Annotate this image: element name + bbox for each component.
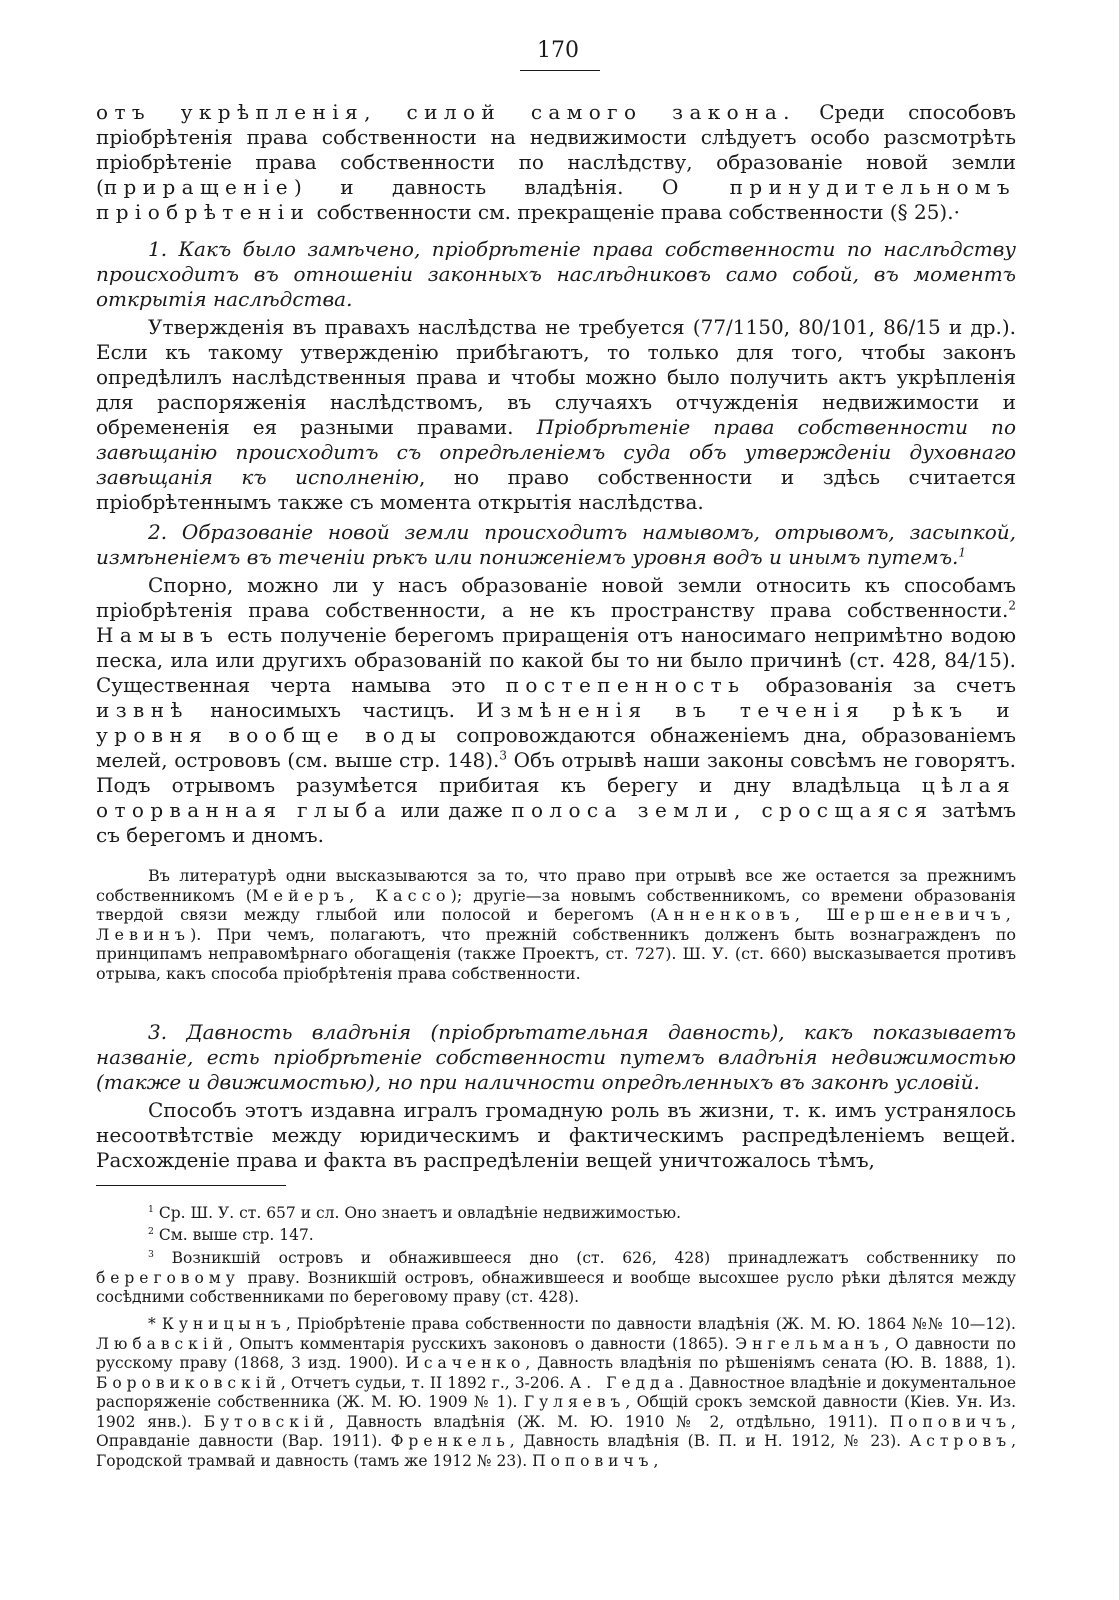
text-run: наносимыхъ частицъ. bbox=[188, 698, 477, 722]
author-name: Куницынъ bbox=[161, 1315, 286, 1333]
author-name: Бутовскій bbox=[203, 1412, 330, 1431]
spaced-term: постепенность bbox=[505, 673, 746, 697]
spaced-term: О принудительномъ пріобрѣтеніи bbox=[96, 175, 1016, 224]
text-run: , Давность владѣнія (Ж. М. Ю. 1910 № 2, отдѣльно, 1911). bbox=[329, 1412, 890, 1431]
author-name: Гуляевъ bbox=[523, 1393, 626, 1411]
spaced-phrase: отъ укрѣпленія, силой самого закона. bbox=[96, 100, 796, 124]
reference-fraction: 80/101 bbox=[798, 315, 869, 339]
spaced-names: Мейеръ, Кассо bbox=[252, 885, 451, 905]
text-run: сопровождаются обнаженіемъ дна, образованіемъ мелей, острововъ (см. выше стр. 148). bbox=[96, 723, 1016, 772]
text-run: См. выше стр. 147. bbox=[153, 1226, 314, 1244]
text-run: , Давность владѣнія по рѣшеніямъ сената (Ю. В. 1888, 1). bbox=[525, 1354, 1016, 1372]
page-number-underline bbox=[520, 70, 600, 71]
text-run: ); другіе—за новымъ собственникомъ, со времени образованія твердой связи между глыбой или полосой и берегомъ ( bbox=[96, 885, 1016, 924]
reference-fraction: 77/1150 bbox=[700, 315, 784, 339]
footnote-ref-1: 1 bbox=[958, 545, 967, 560]
paragraph-new-land bbox=[96, 573, 1016, 848]
spaced-term: приращеніе bbox=[103, 175, 294, 199]
spaced-term: береговому bbox=[96, 1268, 240, 1287]
text-run: ) и давность владѣнія. bbox=[294, 175, 662, 199]
text-run: , Пріобрѣтеніе права собственности по давности владѣнія (Ж. М. Ю. 1864 №№ 10—12). bbox=[285, 1315, 1016, 1333]
text-run: и др.). Если къ такому утвержденію прибѣгаютъ, то только для того, чтобы законъ опредѣлилъ наслѣдственныя права и чтобы можно было получить актъ укрѣпленія для распоряженія наслѣдствомъ, въ случаяхъ отчужденія недвижимости и обремененія ея разными правами. bbox=[96, 315, 1017, 439]
page-number: 170 bbox=[537, 38, 579, 63]
text-run: . Давностное владѣніе и документальное распоряженіе собственника (Ж. М. Ю. 1909 № 1). bbox=[96, 1373, 1016, 1411]
author-name: Астровъ bbox=[909, 1432, 1012, 1450]
footnote-ref-3: 3 bbox=[499, 748, 508, 763]
spaced-names: Анненковъ, Шершеневичъ, Левинъ bbox=[96, 905, 1016, 944]
text-run: Возникшій островъ и обнажившееся дно (ст. 626, 428) принадлежатъ собственнику по bbox=[153, 1249, 1016, 1267]
spaced-term: Намывъ bbox=[96, 623, 220, 647]
text-run: Объ отрывѣ наши законы совсѣмъ не говорятъ. Подъ отрывомъ разумѣется прибитая къ берегу и дну владѣльца bbox=[96, 748, 1016, 797]
footnote-3 bbox=[96, 1249, 1016, 1308]
reference-fraction: 84/15 bbox=[944, 648, 1002, 672]
text-run: * bbox=[148, 1315, 162, 1333]
author-name: Поповичъ bbox=[532, 1451, 654, 1470]
text-run: есть полученіе берегомъ приращенія отъ наносимаго непримѣтно водою песка, ила или другихъ образованій по какой бы то ни было причинѣ (ст. 428, bbox=[96, 623, 1016, 672]
section-1-heading: 1. Какъ было замѣчено, пріобрѣтеніе права собственности по наслѣдству происходитъ въ отношеніи законныхъ наслѣдниковъ само собой, въ моментъ открытія наслѣдства. bbox=[96, 237, 1016, 311]
author-name: Исаченко bbox=[405, 1354, 526, 1372]
text-run: , Общій срокъ земской давности (Кіев. Ун. Из. 1902 янв.). bbox=[96, 1393, 1017, 1431]
text-run: , Городской трамвай и давность (тамъ же 1912 № 23). bbox=[96, 1432, 1016, 1470]
text-run: или даже bbox=[392, 798, 512, 822]
text-run: ). Существенная черта намыва это bbox=[96, 648, 1016, 697]
footnote-ref-2: 2 bbox=[1008, 598, 1016, 613]
author-name: А. Гедда bbox=[569, 1373, 679, 1392]
author-name: Боровиковскій bbox=[96, 1373, 281, 1392]
paragraph-prescription: Способъ этотъ издавна игралъ громадную роль въ жизни, т. к. имъ устранялось несоотвѣтствіе между юридическимъ и фактическимъ распредѣленіемъ вещей. Расхожденіе права и факта въ распредѣленіи вещей уничтожалось тѣмъ, bbox=[96, 1098, 1016, 1172]
author-name: Энгельманъ bbox=[735, 1334, 885, 1353]
section-3-heading: 3. Давность владѣнія (пріобрѣтательная давность), какъ показываетъ названіе, есть пріобрѣтеніе собственности путемъ владѣнія недвижимостью (также и движимостью), но при наличности опредѣленныхъ въ законѣ условій. bbox=[96, 1020, 1016, 1094]
paragraph-intro bbox=[96, 100, 1016, 225]
footnote-1 bbox=[96, 1204, 1016, 1224]
text-run: собственности см. прекращеніе права собственности (§ 25).· bbox=[310, 200, 960, 224]
text-run: , Давность владѣнія (В. П. и Н. 1912, № 23). bbox=[509, 1432, 910, 1450]
italic-phrase: Пріобрѣтеніе права собственности по завѣщанію происходитъ съ опредѣленіемъ суда объ утвержденіи духовнаго завѣщанія къ исполненію bbox=[96, 415, 1016, 489]
text-run: образованія за счетъ bbox=[745, 673, 1016, 697]
text-run: Среди способовъ пріобрѣтенія права собственности на недвижимости слѣдуетъ особо разсмотрѣть пріобрѣтеніе права собственности по наслѣдству, образованіе новой земли ( bbox=[96, 100, 1016, 199]
spaced-term: извнѣ bbox=[96, 698, 189, 722]
text-run: , Опытъ комментарія русскихъ законовъ о давности (1865). bbox=[228, 1334, 736, 1353]
text-run: , но право собственности и здѣсь считается пріобрѣтеннымъ также съ момента открытія наслѣдства. bbox=[96, 465, 1016, 514]
text-run: ). При чемъ, полагаютъ, что прежній собственникъ долженъ быть вознагражденъ по принципамъ неправомѣрнаго обогащенія (также Проектъ, ст. 727). Ш. У. (ст. 660) высказывается противъ отрыва, какъ способа пріобрѣтенія права собственности. bbox=[96, 924, 1016, 983]
text-run: 2. Образованіе новой земли происходитъ намывомъ, отрывомъ, засыпкой, измѣненіемъ въ теченіи рѣкъ или пониженіемъ уровня водъ и инымъ путемъ. bbox=[96, 520, 1016, 569]
spaced-term: полоса земли, сросщаяся bbox=[511, 798, 934, 822]
text-run: Ср. Ш. У. ст. 657 и сл. Оно знаетъ и овладѣніе недвижимостью. bbox=[153, 1204, 682, 1222]
text-run: , Оправданіе давности (Вар. 1911). bbox=[96, 1412, 1016, 1450]
text-run: затѣмъ съ берегомъ и дномъ. bbox=[96, 798, 1016, 847]
literature-note bbox=[96, 866, 1016, 983]
text-run: , О давности по русскому праву (1868, 3 изд. 1900). bbox=[96, 1334, 1016, 1372]
text-run: Спорно, можно ли у насъ образованіе новой земли относить къ способамъ пріобрѣтенія права собственности, а не къ пространству права собственности. bbox=[96, 573, 1016, 622]
paragraph-inheritance: Утвержденія въ правахъ наслѣдства не требуется (77/1150, 80/101, 86/15 и др.). Если къ такому утвержденію прибѣгаютъ, то только для того, чтобы законъ опредѣлилъ наслѣдственныя права и чтобы можно было получить актъ укрѣпленія для распоряженія наслѣдствомъ, въ случаяхъ отчужденія недвижимости и обремененія ея разными правами. Пріобрѣтеніе права собственности по завѣщанію происходитъ съ опредѣленіемъ суда объ утвержденіи духовнаго завѣщанія къ исполненію, но право собственности и здѣсь считается пріобрѣтеннымъ также съ момента открытія наслѣдства. bbox=[96, 315, 1017, 514]
footnote-bibliography bbox=[96, 1315, 1016, 1471]
author-name: Френкель bbox=[390, 1432, 510, 1450]
footnote-mark: 2 bbox=[148, 1225, 154, 1237]
text-run: , bbox=[653, 1451, 659, 1470]
spaced-term: цѣлая оторванная глыба bbox=[96, 773, 1016, 822]
text-run: Утвержденія въ правахъ наслѣдства не требуется ( bbox=[148, 315, 701, 339]
author-name: Любавскій bbox=[96, 1334, 229, 1353]
reference-fraction: 86/15 bbox=[883, 315, 941, 339]
text-run: праву. Возникшій островъ, обнажившееся и вообще высохшее русло рѣки дѣлятся между сосѣдними собственниками по береговому праву (ст. 428). bbox=[96, 1268, 1016, 1306]
author-name: Поповичъ bbox=[889, 1412, 1012, 1431]
section-2-heading bbox=[96, 520, 1016, 570]
footnote-separator bbox=[96, 1185, 286, 1186]
spaced-term: Измѣненія въ теченія рѣкъ и уровня вообще воды bbox=[96, 698, 1016, 747]
text-run: , Отчетъ судьи, т. II 1892 г., 3-206. bbox=[280, 1373, 570, 1392]
footnote-mark: 3 bbox=[148, 1248, 154, 1260]
footnote-2 bbox=[96, 1226, 1016, 1246]
text-run: Въ литературѣ одни высказываются за то, что право при отрывѣ все же остается за прежнимъ собственникомъ ( bbox=[96, 866, 1016, 905]
footnote-mark: 1 bbox=[148, 1203, 154, 1215]
